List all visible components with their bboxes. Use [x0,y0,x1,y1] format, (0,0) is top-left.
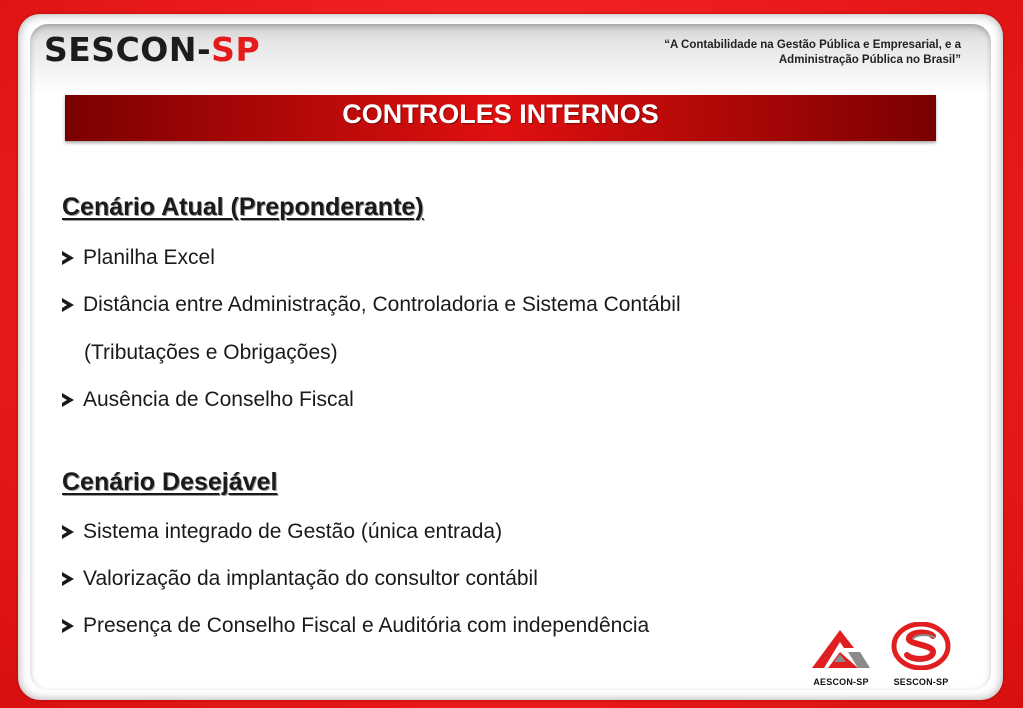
bullet-item [62,567,538,591]
sescon-s-emblem-icon [891,622,951,670]
aescon-label: AESCON-SP [813,677,869,687]
arrow-bullet-icon [62,619,74,633]
bullet-item [62,520,502,544]
arrow-bullet-icon [62,525,74,539]
bullet-item [62,388,354,412]
bullet-text: Valorização da implantação do consultor contábil [83,567,538,590]
tagline-line-2: Administração Pública no Brasil” [778,54,961,66]
arrow-bullet-icon [62,572,74,586]
sescon-label: SESCON-SP [893,677,949,687]
aescon-mountain-icon [810,626,872,670]
slide-title: CONTROLES INTERNOS [342,98,659,129]
sescon-sp-logo [44,30,261,69]
section-heading-desired: Cenário Desejável [62,468,278,496]
section-heading-current: Cenário Atual (Preponderante) [62,193,424,221]
bullet-text: Distância entre Administração, Controladoria e Sistema Contábil [83,293,681,316]
arrow-bullet-icon [62,298,74,312]
bullet-text: Planilha Excel [83,246,215,269]
bullet-continuation: (Tributações e Obrigações) [84,341,338,364]
logo-text-sp: SP [211,30,261,69]
bullet-item [62,246,215,270]
tagline [541,38,961,68]
bullet-text: Presença de Conselho Fiscal e Auditória com independência [83,614,650,637]
bullet-item [62,614,649,638]
bullet-text: Ausência de Conselho Fiscal [83,388,354,411]
logo-text-main: SESCON- [44,30,212,69]
bullet-text: Sistema integrado de Gestão (única entrada) [83,520,503,543]
tagline-line-1: “A Contabilidade na Gestão Pública e Empresarial, e a [664,39,961,51]
arrow-bullet-icon [62,393,74,407]
aescon-sp-logo [806,626,876,687]
title-bar [65,95,936,141]
arrow-bullet-icon [62,251,74,265]
bullet-item [62,293,681,317]
sescon-sp-footer-logo [884,622,958,687]
